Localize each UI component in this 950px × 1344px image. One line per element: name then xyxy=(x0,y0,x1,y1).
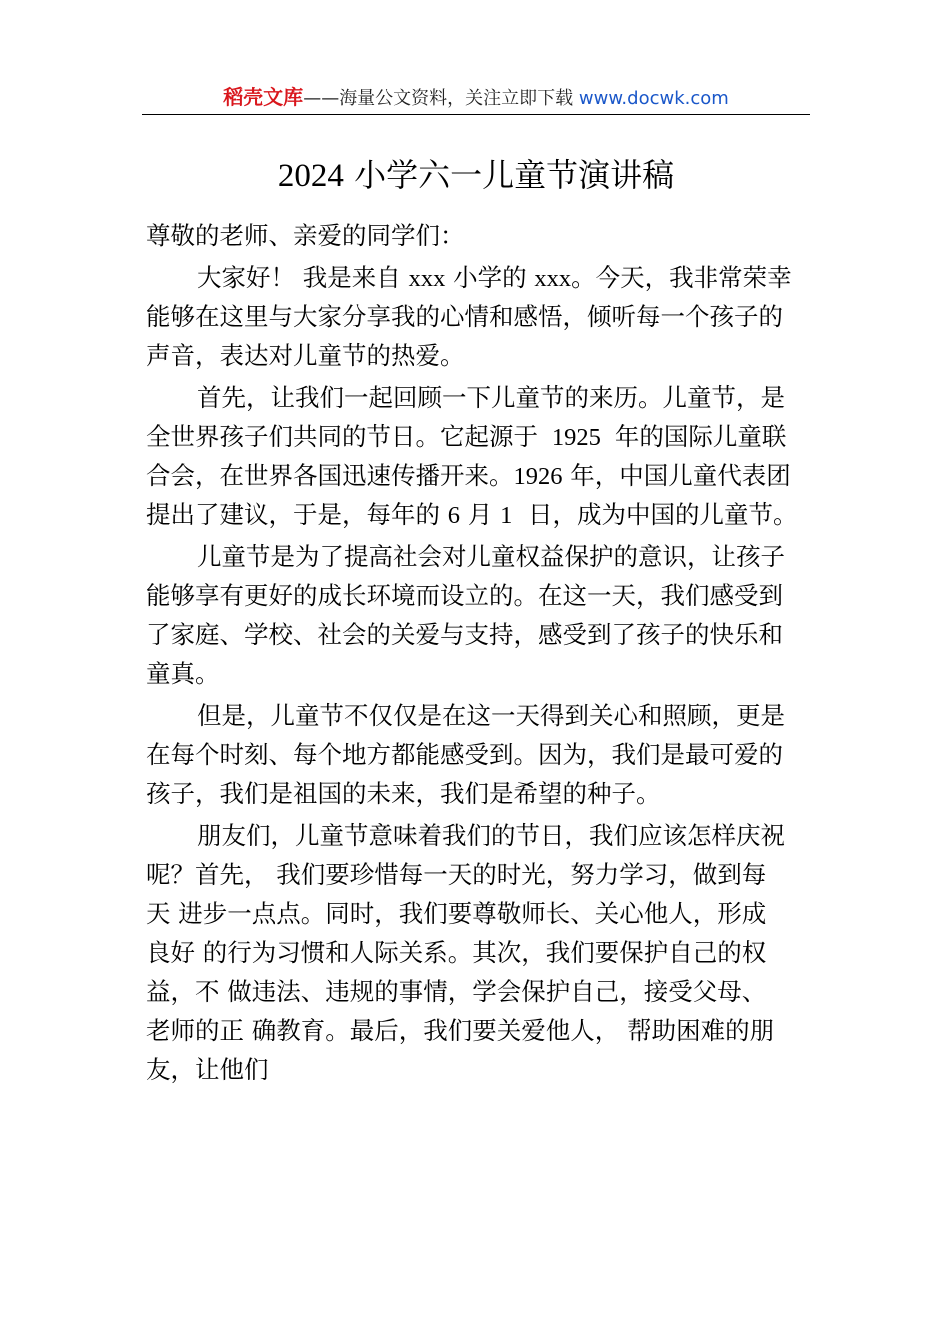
text-segment: 提出了建议，于是，每年的 xyxy=(146,500,448,529)
paragraph-line: 友，让他们 xyxy=(146,1055,269,1084)
brand-name: 稻壳文库 xyxy=(223,85,304,109)
paragraph-line: 益，不 做违法、违规的事情，学会保护自己，接受父母、 xyxy=(146,977,767,1006)
paragraph-line: 能够在这里与大家分享我的心情和感悟，倾听每一个孩子的 xyxy=(146,302,783,331)
header-tagline: ——海量公文资料，关注立即下载 xyxy=(303,88,579,109)
text-segment: 全世界孩子们共同的节日。它起源于 xyxy=(146,422,546,451)
paragraph-line: 孩子，我们是祖国的未来，我们是希望的种子。 xyxy=(146,779,661,808)
paragraph-line xyxy=(146,417,814,456)
text-segment: 1926 xyxy=(513,463,563,490)
paragraph-5 xyxy=(146,816,814,1089)
text-segment: 月 xyxy=(460,500,501,529)
text-segment: 6 xyxy=(447,502,461,529)
paragraph-3 xyxy=(146,537,814,693)
text-segment: 1 xyxy=(500,502,513,529)
paragraph-4 xyxy=(146,696,814,813)
header-url-link[interactable]: www.docwk.com xyxy=(578,88,729,109)
paragraph-line: 良好 的行为习惯和人际关系。其次，我们要保护自己的权 xyxy=(146,938,767,967)
paragraph-1 xyxy=(146,258,814,375)
paragraph-line: 儿童节是为了提高社会对儿童权益保护的意识，让孩子 xyxy=(197,542,785,571)
paragraph-line: 首先，让我们一起回顾一下儿童节的来历。儿童节，是 xyxy=(197,383,785,412)
text-segment: 年的国际儿童联 xyxy=(607,422,787,451)
document-title xyxy=(142,152,810,199)
paragraph-line xyxy=(146,456,814,495)
document-body xyxy=(146,216,814,1089)
text-segment: xxx xyxy=(534,265,572,292)
text-segment: xxx xyxy=(408,265,446,292)
paragraph-line: 能够享有更好的成长环境而设立的。在这一天，我们感受到 xyxy=(146,581,783,610)
paragraph-2 xyxy=(146,378,814,534)
paragraph-line: 在每个时刻、每个地方都能感受到。因为，我们是最可爱的 xyxy=(146,740,783,769)
title-year: 2024 xyxy=(277,158,344,194)
paragraph-line: 但是，儿童节不仅仅是在这一天得到关心和照顾，更是 xyxy=(197,701,785,730)
text-segment: 1925 xyxy=(545,424,608,451)
paragraph-line: 老师的正 确教育。最后，我们要关爱他人， 帮助困难的朋 xyxy=(146,1016,775,1045)
paragraph-line: 朋友们，儿童节意味着我们的节日，我们应该怎样庆祝 xyxy=(197,821,785,850)
page-header xyxy=(142,84,810,114)
paragraph-line: 童真。 xyxy=(146,659,220,688)
header-divider xyxy=(142,114,810,115)
text-segment: 。今天，我非常荣幸 xyxy=(571,263,792,292)
paragraph-line xyxy=(146,258,814,297)
text-segment: 日，成为中国的儿童节。 xyxy=(512,500,798,529)
text-segment: 年，中国儿童代表团 xyxy=(562,461,791,490)
paragraph-line: 天 进步一点点。同时，我们要尊敬师长、关心他人，形成 xyxy=(146,899,767,928)
paragraph-line: 了家庭、学校、社会的关爱与支持，感受到了孩子的快乐和 xyxy=(146,620,783,649)
paragraph-line: 呢？首先， 我们要珍惜每一天的时光，努力学习，做到每 xyxy=(146,860,767,889)
greeting-line: 尊敬的老师、亲爱的同学们： xyxy=(146,221,465,250)
title-text: 小学六一儿童节演讲稿 xyxy=(343,156,675,194)
paragraph-line: 声音，表达对儿童节的热爱。 xyxy=(146,341,465,370)
text-segment: 合会，在世界各国迅速传播开来。 xyxy=(146,461,514,490)
text-segment: 小学的 xyxy=(445,263,535,292)
text-segment: 大家好！ 我是来自 xyxy=(197,263,409,292)
paragraph-line xyxy=(146,495,814,534)
